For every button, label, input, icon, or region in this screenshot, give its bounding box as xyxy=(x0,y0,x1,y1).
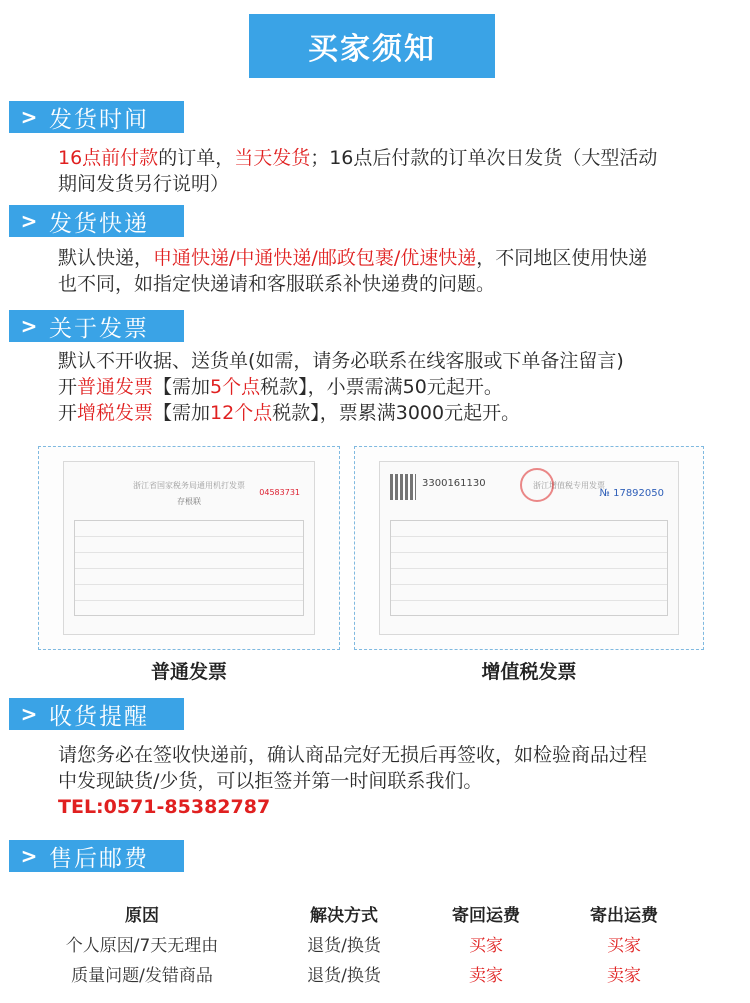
aftersale-fee-table xyxy=(48,898,728,988)
section-header-receipt xyxy=(9,698,184,730)
invoice-title: 浙江省国家税务局通用机打发票 xyxy=(133,481,245,490)
highlight-text: 申通快递/中通快递/邮政包裹/优速快递 xyxy=(153,247,477,269)
invoice-table xyxy=(390,520,668,616)
section-title: 发货快递 xyxy=(49,210,149,237)
qr-code-icon xyxy=(390,474,416,500)
text-line xyxy=(58,145,728,171)
highlight-text: 增税发票 xyxy=(77,402,154,424)
seal-stamp-icon xyxy=(520,468,554,502)
chevron-right-icon: > xyxy=(20,314,38,338)
invoice-code: 3300161130 xyxy=(422,478,486,489)
invoice-number: 04583731 xyxy=(259,488,300,497)
text-line: 请您务必在签收快递前，确认商品完好无损后再签收，如检验商品过程 xyxy=(58,744,648,766)
section-header-shipping-time xyxy=(9,101,184,133)
text-segment: 税款】，票累满3000元起开。 xyxy=(272,402,521,424)
highlight-text: 5个点 xyxy=(210,376,261,398)
column-header: 寄出运费 xyxy=(590,905,658,926)
text-line: 默认不开收据、送货单(如需，请务必联系在线客服或下单备注留言) xyxy=(58,350,624,372)
section-title: 售后邮费 xyxy=(49,845,149,872)
table-row xyxy=(48,958,728,988)
text-segment: 默认快递， xyxy=(58,247,154,269)
table-header-row xyxy=(48,898,728,928)
text-segment: 开 xyxy=(58,402,78,424)
text-line: 期间发货另行说明） xyxy=(58,173,230,195)
text-line xyxy=(58,374,728,400)
chevron-right-icon: > xyxy=(20,209,38,233)
solution-cell: 退货/换货 xyxy=(307,965,381,986)
text-line xyxy=(58,400,728,426)
column-header: 寄回运费 xyxy=(452,905,520,926)
section-title: 关于发票 xyxy=(49,315,149,342)
invoice-number: № 17892050 xyxy=(599,488,664,499)
table-row xyxy=(48,928,728,958)
regular-invoice-image xyxy=(38,446,340,650)
text-line xyxy=(58,245,728,271)
reason-cell: 质量问题/发错商品 xyxy=(71,965,213,986)
text-line: 也不同，如指定快递请和客服联系补快递费的问题。 xyxy=(58,273,496,295)
section-header-courier xyxy=(9,205,184,237)
highlight-text: 当天发货 xyxy=(234,147,311,169)
receipt-text xyxy=(58,742,728,820)
invoice-subtitle: 存根联 xyxy=(177,497,201,506)
section-title: 发货时间 xyxy=(49,106,149,133)
chevron-right-icon: > xyxy=(20,105,38,129)
page-banner: 买家须知 xyxy=(249,14,495,78)
invoice-title: 浙江增值税专用发票 xyxy=(533,481,605,490)
section-header-aftersale xyxy=(9,840,184,872)
section-header-invoice xyxy=(9,310,184,342)
text-segment: ；16点后付款的订单次日发货（大型活动 xyxy=(310,147,658,169)
highlight-text: 普通发票 xyxy=(77,376,154,398)
vat-invoice-caption: 增值税发票 xyxy=(481,661,577,683)
courier-text xyxy=(58,245,728,297)
vat-invoice-image xyxy=(354,446,704,650)
text-segment: ，不同地区使用快递 xyxy=(476,247,648,269)
invoice-paper xyxy=(63,461,315,635)
text-line: 中发现缺货/少货，可以拒签并第一时间联系我们。 xyxy=(58,770,483,792)
return-fee-cell: 卖家 xyxy=(469,965,503,986)
invoice-paper xyxy=(379,461,679,635)
return-fee-cell: 买家 xyxy=(469,935,503,956)
text-segment: 开 xyxy=(58,376,78,398)
text-segment: 【需加 xyxy=(153,376,211,398)
solution-cell: 退货/换货 xyxy=(307,935,381,956)
text-segment: 【需加 xyxy=(153,402,211,424)
text-segment: 的订单， xyxy=(158,147,235,169)
column-header: 解决方式 xyxy=(310,905,378,926)
invoice-table xyxy=(74,520,304,616)
text-segment: 税款】，小票需满50元起开。 xyxy=(260,376,503,398)
column-header: 原因 xyxy=(125,905,159,926)
section-title: 收货提醒 xyxy=(49,703,149,730)
send-fee-cell: 卖家 xyxy=(607,965,641,986)
contact-phone: TEL:0571-85382787 xyxy=(58,796,271,818)
regular-invoice-caption: 普通发票 xyxy=(150,661,227,683)
highlight-text: 16点前付款 xyxy=(58,147,159,169)
send-fee-cell: 买家 xyxy=(607,935,641,956)
chevron-right-icon: > xyxy=(20,702,38,726)
highlight-text: 12个点 xyxy=(210,402,273,424)
reason-cell: 个人原因/7天无理由 xyxy=(65,935,219,956)
invoice-text xyxy=(58,348,728,426)
chevron-right-icon: > xyxy=(20,844,38,868)
shipping-time-text xyxy=(58,145,728,197)
